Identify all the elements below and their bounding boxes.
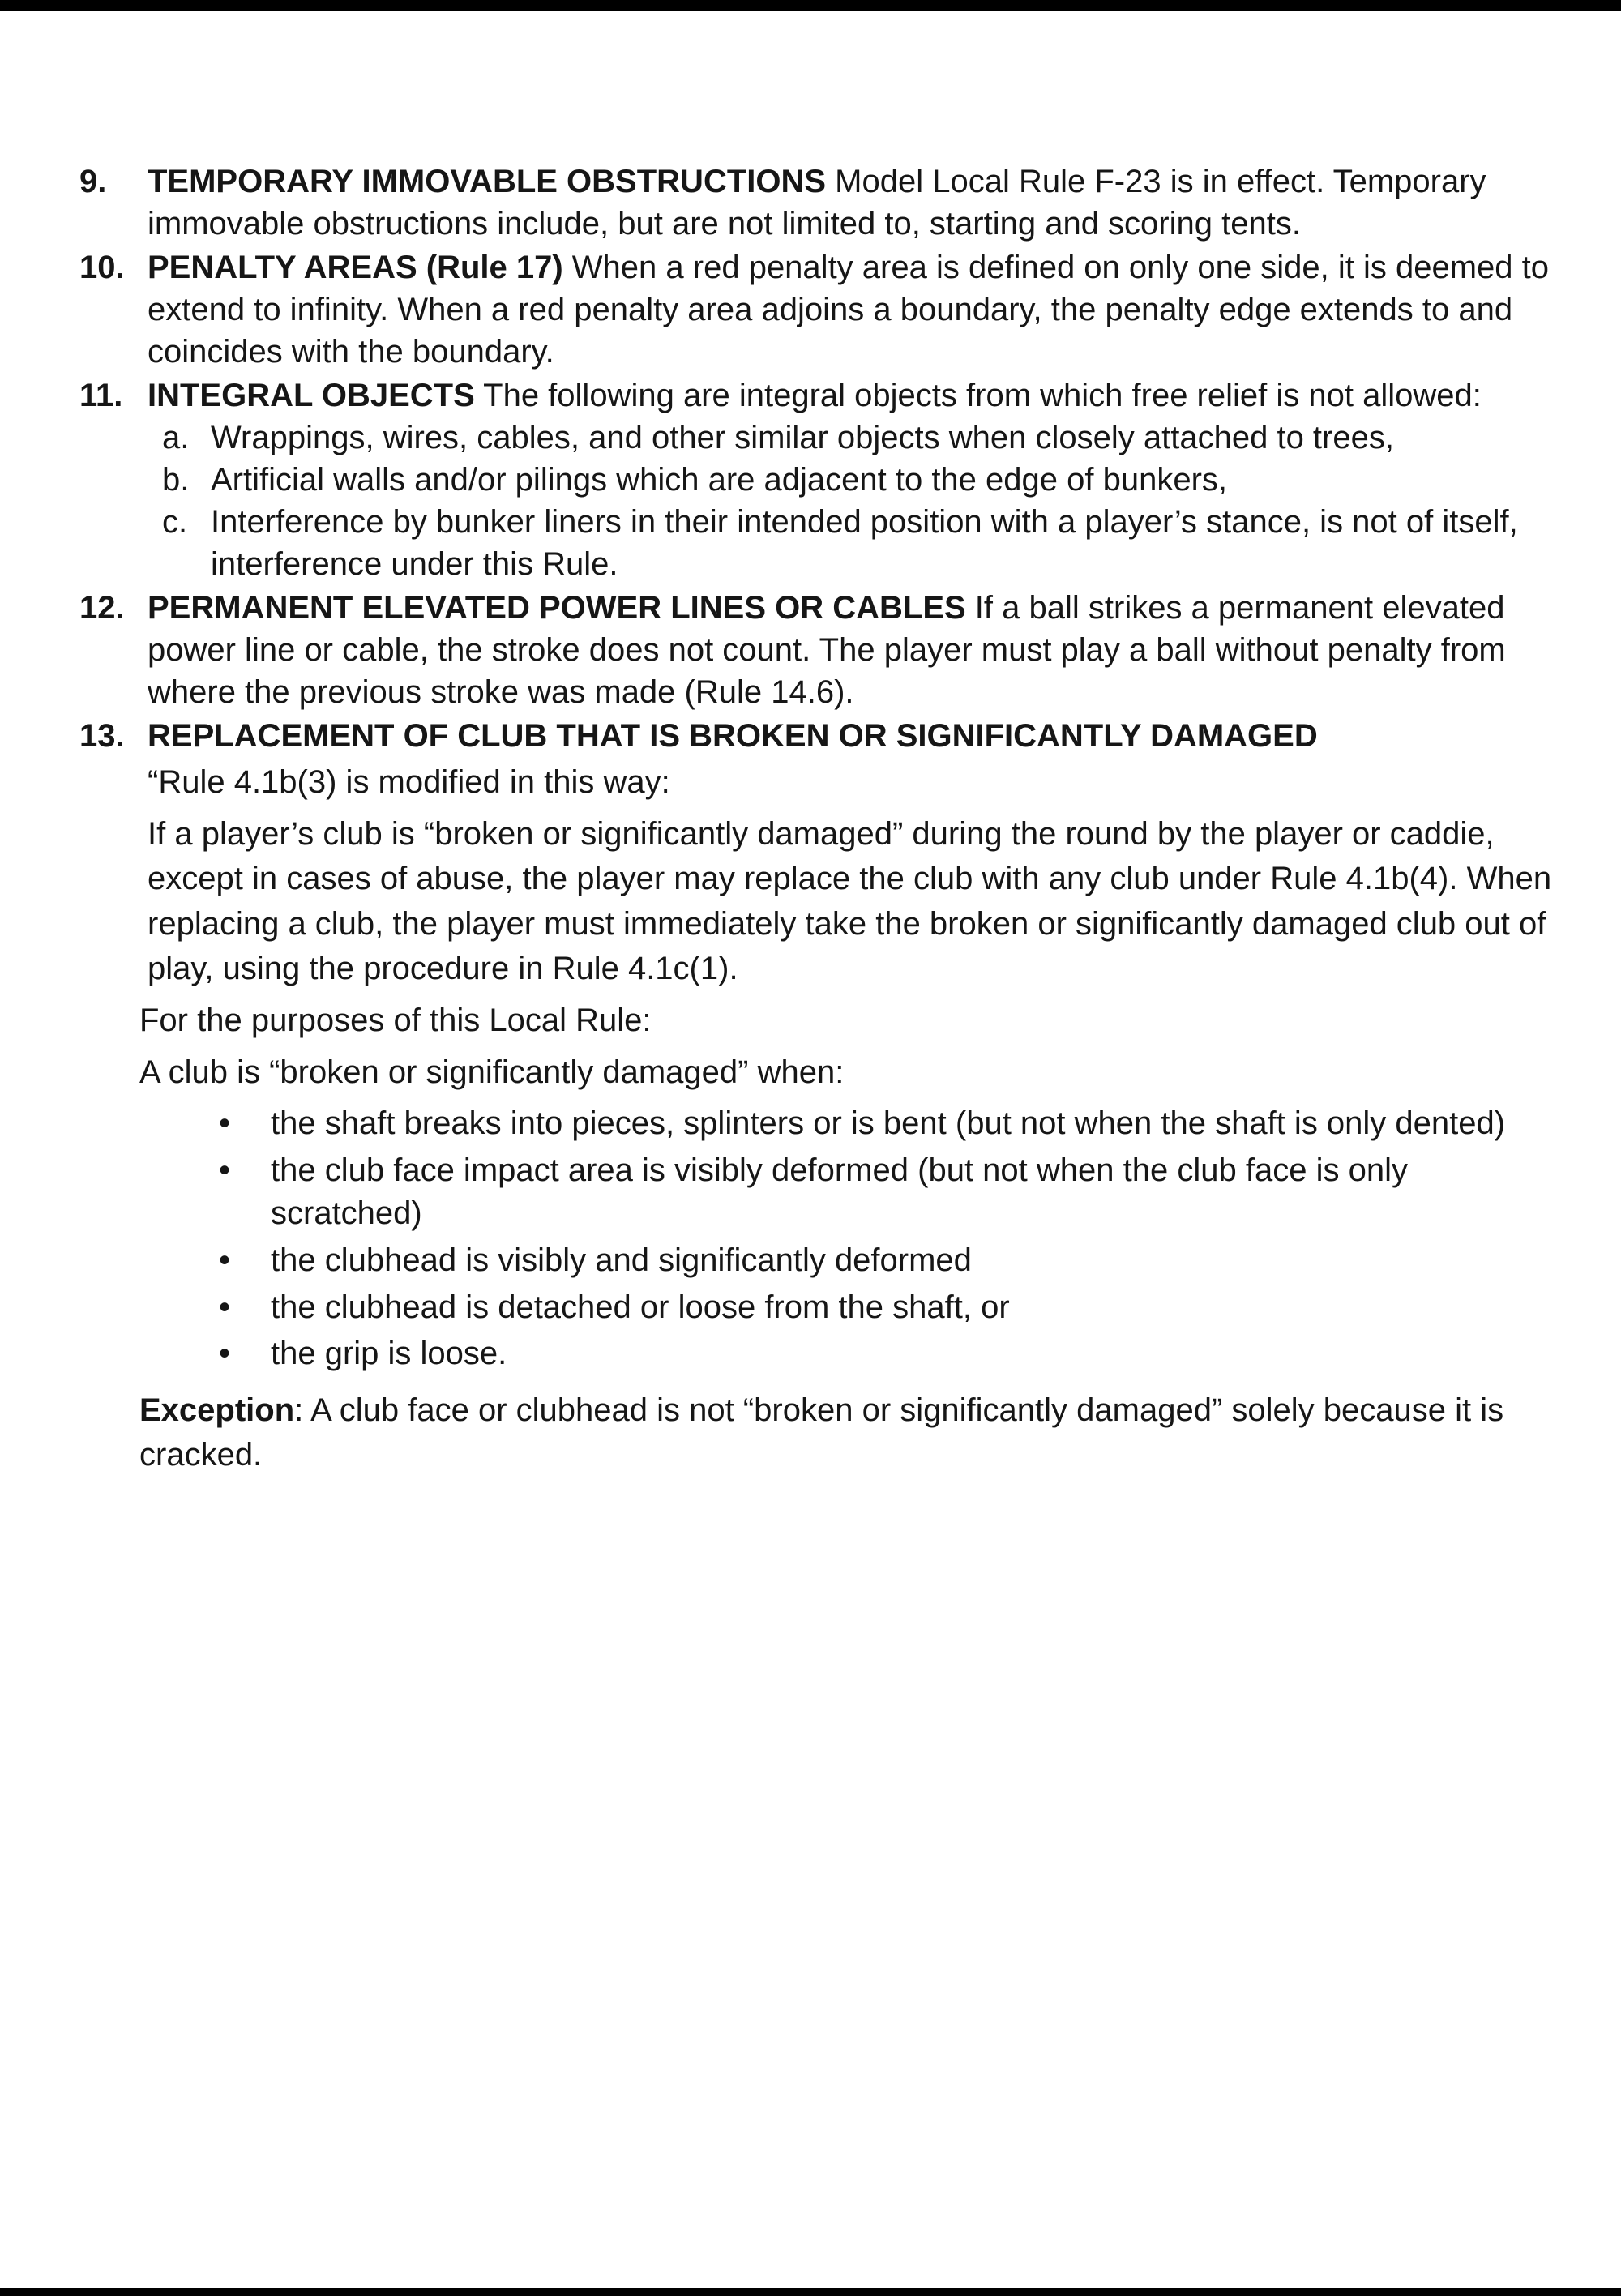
rule-title-11: INTEGRAL OBJECTS (148, 378, 475, 413)
bullet-item-clubhead-detached (148, 1286, 1556, 1329)
sub-item-a (148, 417, 1556, 459)
sub-item-b (148, 459, 1556, 501)
bullet-text-grip: the grip is loose. (271, 1336, 507, 1372)
exception-text: : A club face or clubhead is not “broken or significantly damaged” solely because it is cracked. (139, 1392, 1504, 1473)
rule-body-9 (148, 160, 1556, 245)
bullet-icon: • (219, 1336, 231, 1372)
bullet-text-shaft: the shaft breaks into pieces, splinters or is bent (but not when the shaft is only dented) (271, 1105, 1506, 1142)
bullet-text-clubhead-deformed: the clubhead is visibly and significantly deformed (271, 1242, 972, 1278)
rule-body-11 (148, 374, 1556, 585)
bullet-icon: • (219, 1242, 231, 1278)
sub-item-c (148, 501, 1556, 585)
bullet-item-shaft (148, 1102, 1556, 1145)
exception-label: Exception (139, 1392, 295, 1429)
rule-text-12: If a ball strikes a permanent elevated power line or cable, the stroke does not count. The player must play a ball without penalty from where the previous stroke was made (Rule 14.6). (148, 590, 1506, 710)
sub-text-a: Wrappings, wires, cables, and other similar objects when closely attached to trees, (211, 420, 1394, 455)
rule-title-10: PENALTY AREAS (Rule 17) (148, 250, 563, 285)
rule-item-13 (79, 715, 1556, 1477)
rule-title-9: TEMPORARY IMMOVABLE OBSTRUCTIONS (148, 164, 827, 199)
rule-number-10: 10. (79, 250, 125, 285)
rule-body-10 (148, 246, 1556, 373)
exception-paragraph (139, 1388, 1556, 1477)
bullet-item-face (148, 1149, 1556, 1235)
rule-text-10: When a red penalty area is defined on only one side, it is deemed to extend to infinity. When a red penalty area adjoins a boundary, the penalty edge extends to and coincides with the boundary. (148, 250, 1549, 370)
rule-body-12 (148, 587, 1556, 713)
sub-label-c: c. (162, 504, 188, 540)
sub-label-b: b. (162, 462, 190, 498)
rule-number-13: 13. (79, 718, 125, 754)
bullet-icon: • (219, 1105, 231, 1142)
rule-item-11 (79, 374, 1556, 585)
scan-edge-top (0, 0, 1621, 11)
rule-body-13 (139, 715, 1556, 1477)
rule13-paragraph-3: For the purposes of this Local Rule: (139, 1002, 652, 1038)
rule-item-9 (79, 160, 1556, 245)
bullet-item-grip (148, 1332, 1556, 1375)
sub-text-c: Interference by bunker liners in their intended position with a player’s stance, is not of itself, interference under this Rule. (211, 504, 1518, 582)
bullet-icon: • (219, 1152, 231, 1189)
rule-number-12: 12. (79, 590, 125, 626)
rule-number-9: 9. (79, 164, 107, 199)
rule-text-9: Model Local Rule F-23 is in effect. Temporary immovable obstructions include, but are not limited to, starting and scoring tents. (148, 164, 1486, 242)
sub-label-a: a. (162, 420, 190, 455)
rule-intro-11 (148, 374, 1556, 417)
rule-item-10 (79, 246, 1556, 373)
damage-criteria-list (148, 1102, 1556, 1375)
document-content (79, 160, 1556, 1479)
rule13-paragraph-1: “Rule 4.1b(3) is modified in this way: (148, 764, 670, 800)
bullet-icon: • (219, 1289, 231, 1325)
rule13-paragraph-2: If a player’s club is “broken or significantly damaged” during the round by the player or caddie, except in cases of abuse, the player may replace the club with any club under Rule 4.1b(4). When replacing a club, the player must immediately take the broken or significantly damaged club out of play, using the procedure in Rule 4.1c(1). (148, 816, 1552, 986)
rule-text-11: The following are integral objects from which free relief is not allowed: (474, 378, 1482, 413)
rule-item-12 (79, 587, 1556, 713)
bullet-item-clubhead-deformed (148, 1239, 1556, 1282)
rule-title-13: REPLACEMENT OF CLUB THAT IS BROKEN OR SIGNIFICANTLY DAMAGED (148, 718, 1318, 754)
rule13-paragraph-4: A club is “broken or significantly damaged” when: (139, 1054, 845, 1091)
scan-edge-bottom (0, 2288, 1621, 2296)
rule-number-11: 11. (79, 378, 123, 413)
rule-title-12: PERMANENT ELEVATED POWER LINES OR CABLES (148, 590, 966, 626)
bullet-text-clubhead-detached: the clubhead is detached or loose from the shaft, or (271, 1289, 1010, 1325)
bullet-text-face: the club face impact area is visibly deformed (but not when the club face is only scratched) (271, 1152, 1408, 1231)
sub-text-b: Artificial walls and/or pilings which are adjacent to the edge of bunkers, (211, 462, 1228, 498)
